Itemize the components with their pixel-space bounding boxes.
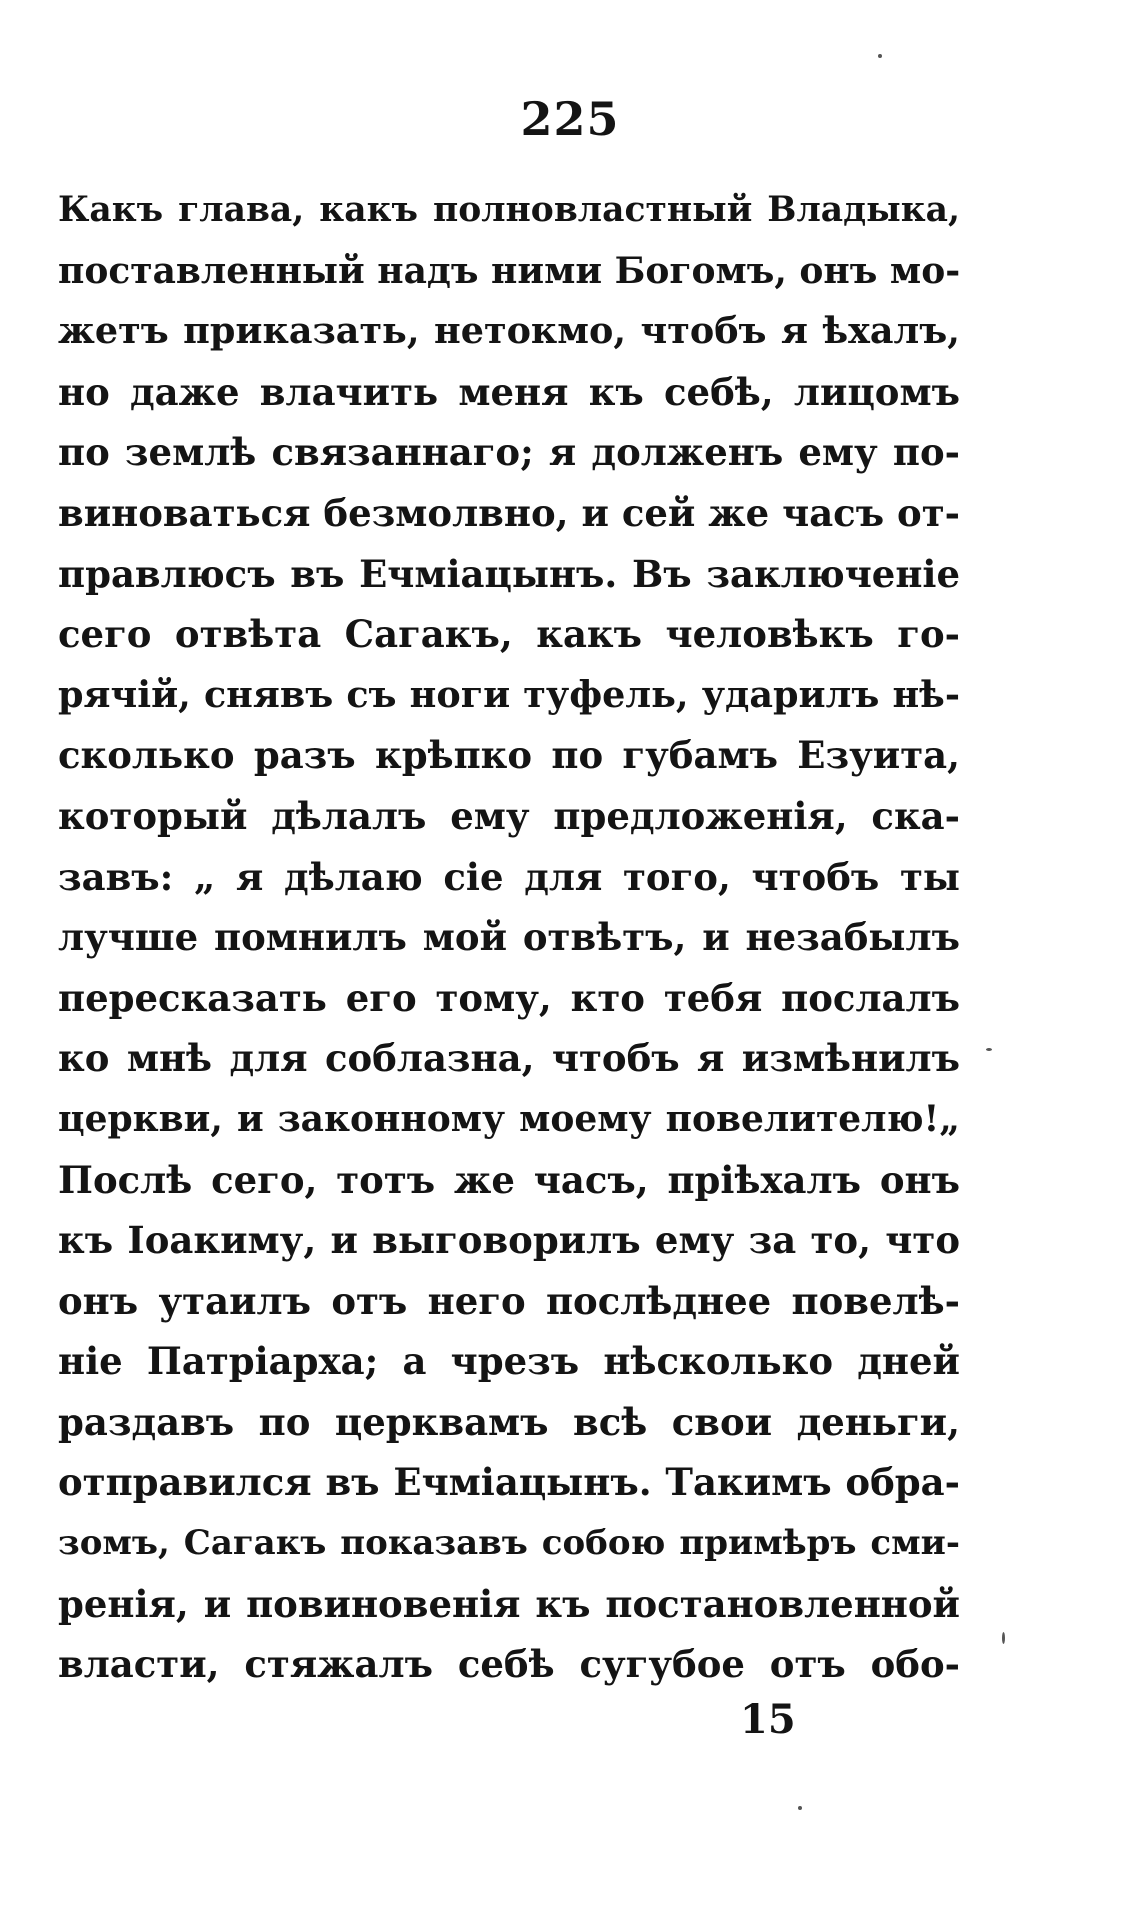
print-speck <box>986 1048 992 1051</box>
text-line: рячій, снявъ съ ноги туфель, ударилъ нѣ- <box>58 672 960 716</box>
text-line: сколько разъ крѣпко по губамъ Езуита, <box>58 733 960 778</box>
text-line: отправился въ Ечміацынъ. Такимъ обра- <box>58 1460 960 1505</box>
text-line: ренія, и повиновенія къ постановленной <box>58 1581 960 1626</box>
print-speck <box>1002 1632 1005 1644</box>
body-text <box>58 180 960 1695</box>
text-line: ніе Патріарха; а чрезъ нѣсколько дней <box>58 1339 960 1384</box>
text-line: Послѣ сего, тотъ же часъ, пріѣхалъ онъ <box>58 1157 960 1202</box>
text-line: сего отвѣта Сагакъ, какъ человѣкъ го- <box>58 612 960 657</box>
print-speck <box>798 1806 802 1810</box>
text-line: но даже влачить меня къ себѣ, лицомъ <box>58 369 960 414</box>
text-line: поставленный надъ ними Богомъ, онъ мо- <box>58 249 960 292</box>
text-line: онъ утаилъ отъ него послѣднее повелѣ- <box>58 1278 960 1323</box>
text-line: виноваться безмолвно, и сей же часъ от- <box>58 490 960 535</box>
page-number: 225 <box>520 92 620 146</box>
text-line: ко мнѣ для соблазна, чтобъ я измѣнилъ <box>58 1036 960 1081</box>
text-line: Какъ глава, какъ полновластный Владыка, <box>58 190 960 230</box>
print-speck <box>878 54 882 58</box>
text-line: власти, стяжалъ себѣ сугубое отъ обо- <box>58 1642 960 1687</box>
text-line: завъ: „ я дѣлаю сіе для того, чтобъ ты <box>58 854 960 899</box>
text-line: лучше помнилъ мой отвѣтъ, и незабылъ <box>58 915 960 960</box>
text-line: который дѣлалъ ему предложенія, ска- <box>58 793 960 838</box>
text-line: пересказать его тому, кто тебя послалъ <box>58 975 960 1020</box>
text-line: по землѣ связаннаго; я долженъ ему по- <box>58 430 960 475</box>
text-line: жетъ приказать, нетокмо, чтобъ я ѣхалъ, <box>58 309 960 353</box>
text-line: правлюсъ въ Ечміацынъ. Въ заключеніе <box>58 551 960 596</box>
text-line: церкви, и законному моему повелителю!„ <box>58 1097 960 1140</box>
signature-mark: 15 <box>740 1696 796 1743</box>
text-line: къ Іоакиму, и выговорилъ ему за то, что <box>58 1218 960 1263</box>
text-line: раздавъ по церквамъ всѣ свои деньги, <box>58 1399 960 1444</box>
text-line: зомъ, Сагакъ показавъ собою примѣръ сми- <box>58 1523 960 1564</box>
